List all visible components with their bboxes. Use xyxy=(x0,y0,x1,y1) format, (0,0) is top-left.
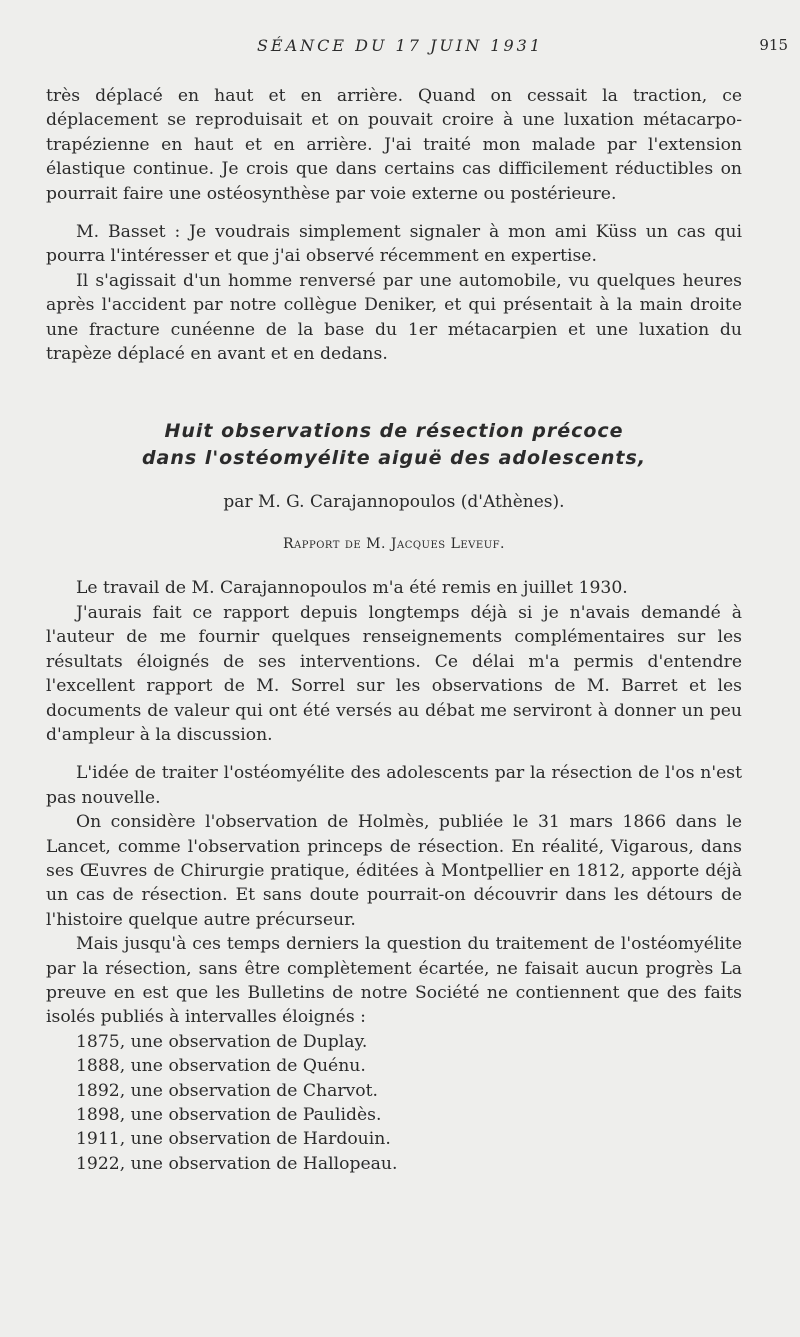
list-item: 1875, une observation de Duplay. xyxy=(76,1031,368,1052)
paragraph-continuation: très déplacé en haut et en arrière. Quand on cessait la traction, ce déplacement se reproduisait et on pouvait croire à une luxation métacarpo-trapézienne en haut et en arrière. J'ai traité mon malade par l'extension élastique continue. Je crois que dans certains cas difficilement réductibles on pourrait faire une ostéosynthèse par voie externe ou postérieure. xyxy=(46,86,742,204)
list-item: 1892, une observation de Charvot. xyxy=(76,1080,378,1101)
page-header xyxy=(0,36,800,60)
observation-list xyxy=(46,1030,742,1176)
article-report: Rapport de M. Jacques Leveuf. xyxy=(282,536,506,553)
paragraph-bulletins: Mais jusqu'à ces temps derniers la question du traitement de l'ostéomyélite par la résection, sans être complètement écartée, ne faisait aucun progrès La preuve en est que les Bulletins de notre Société ne contiennent que des faits isolés publiés à intervalles éloignés : xyxy=(46,934,742,1028)
body-text xyxy=(46,84,742,1176)
article-title-line1: Huit observations de résection précoce xyxy=(164,420,624,443)
paragraph-case: Il s'agissait d'un homme renversé par une automobile, vu quelques heures après l'accident par notre collègue Deniker, et qui présentait à la main droite une fracture cunéenne de la base du 1er métacarpien et une luxation du trapèze déplacé en avant et en dedans. xyxy=(46,270,742,365)
paragraph-delay: J'aurais fait ce rapport depuis longtemps déjà si je n'avais demandé à l'auteur de me fournir quelques renseignements complémentaires sur les résultats éloignés de ses interventions. Ce délai m'a permis d'entendre l'excellent rapport de M. Sorrel sur les observations de M. Barret et les documents de valeur qui ont été versés au débat me serviront à donner un peu d'ampleur à la discussion. xyxy=(46,602,742,745)
list-item: 1888, une observation de Quénu. xyxy=(76,1056,366,1077)
running-title: SÉANCE DU 17 JUIN 1931 xyxy=(256,36,544,55)
article-title-line2: dans l'ostéomyélite aiguë des adolescents, xyxy=(141,447,647,470)
article-byline: par M. G. Carajannopoulos (d'Athènes). xyxy=(223,492,565,513)
paragraph-holmes: On considère l'observation de Holmès, publiée le 31 mars 1866 dans le Lancet, comme l'observation princeps de résection. En réalité, Vigarous, dans ses Œuvres de Chirurgie pratique, éditées à Montpellier en 1812, apporte déjà un cas de résection. Et sans doute pourrait-on découvrir dans les détours de l'histoire quelque autre précurseur. xyxy=(46,812,742,930)
paragraph-basset: M. Basset : Je voudrais simplement signaler à mon ami Küss un cas qui pourra l'intéresser et que j'ai observé récemment en expertise. xyxy=(46,222,742,267)
page-number: 915 xyxy=(759,36,788,54)
paragraph-received: Le travail de M. Carajannopoulos m'a été remis en juillet 1930. xyxy=(76,578,628,599)
list-item: 1911, une observation de Hardouin. xyxy=(76,1129,391,1150)
paragraph-idea: L'idée de traiter l'ostéomyélite des adolescents par la résection de l'os n'est pas nouvelle. xyxy=(46,763,742,808)
list-item: 1898, une observation de Paulidès. xyxy=(76,1105,382,1125)
list-item: 1922, une observation de Hallopeau. xyxy=(76,1153,398,1174)
